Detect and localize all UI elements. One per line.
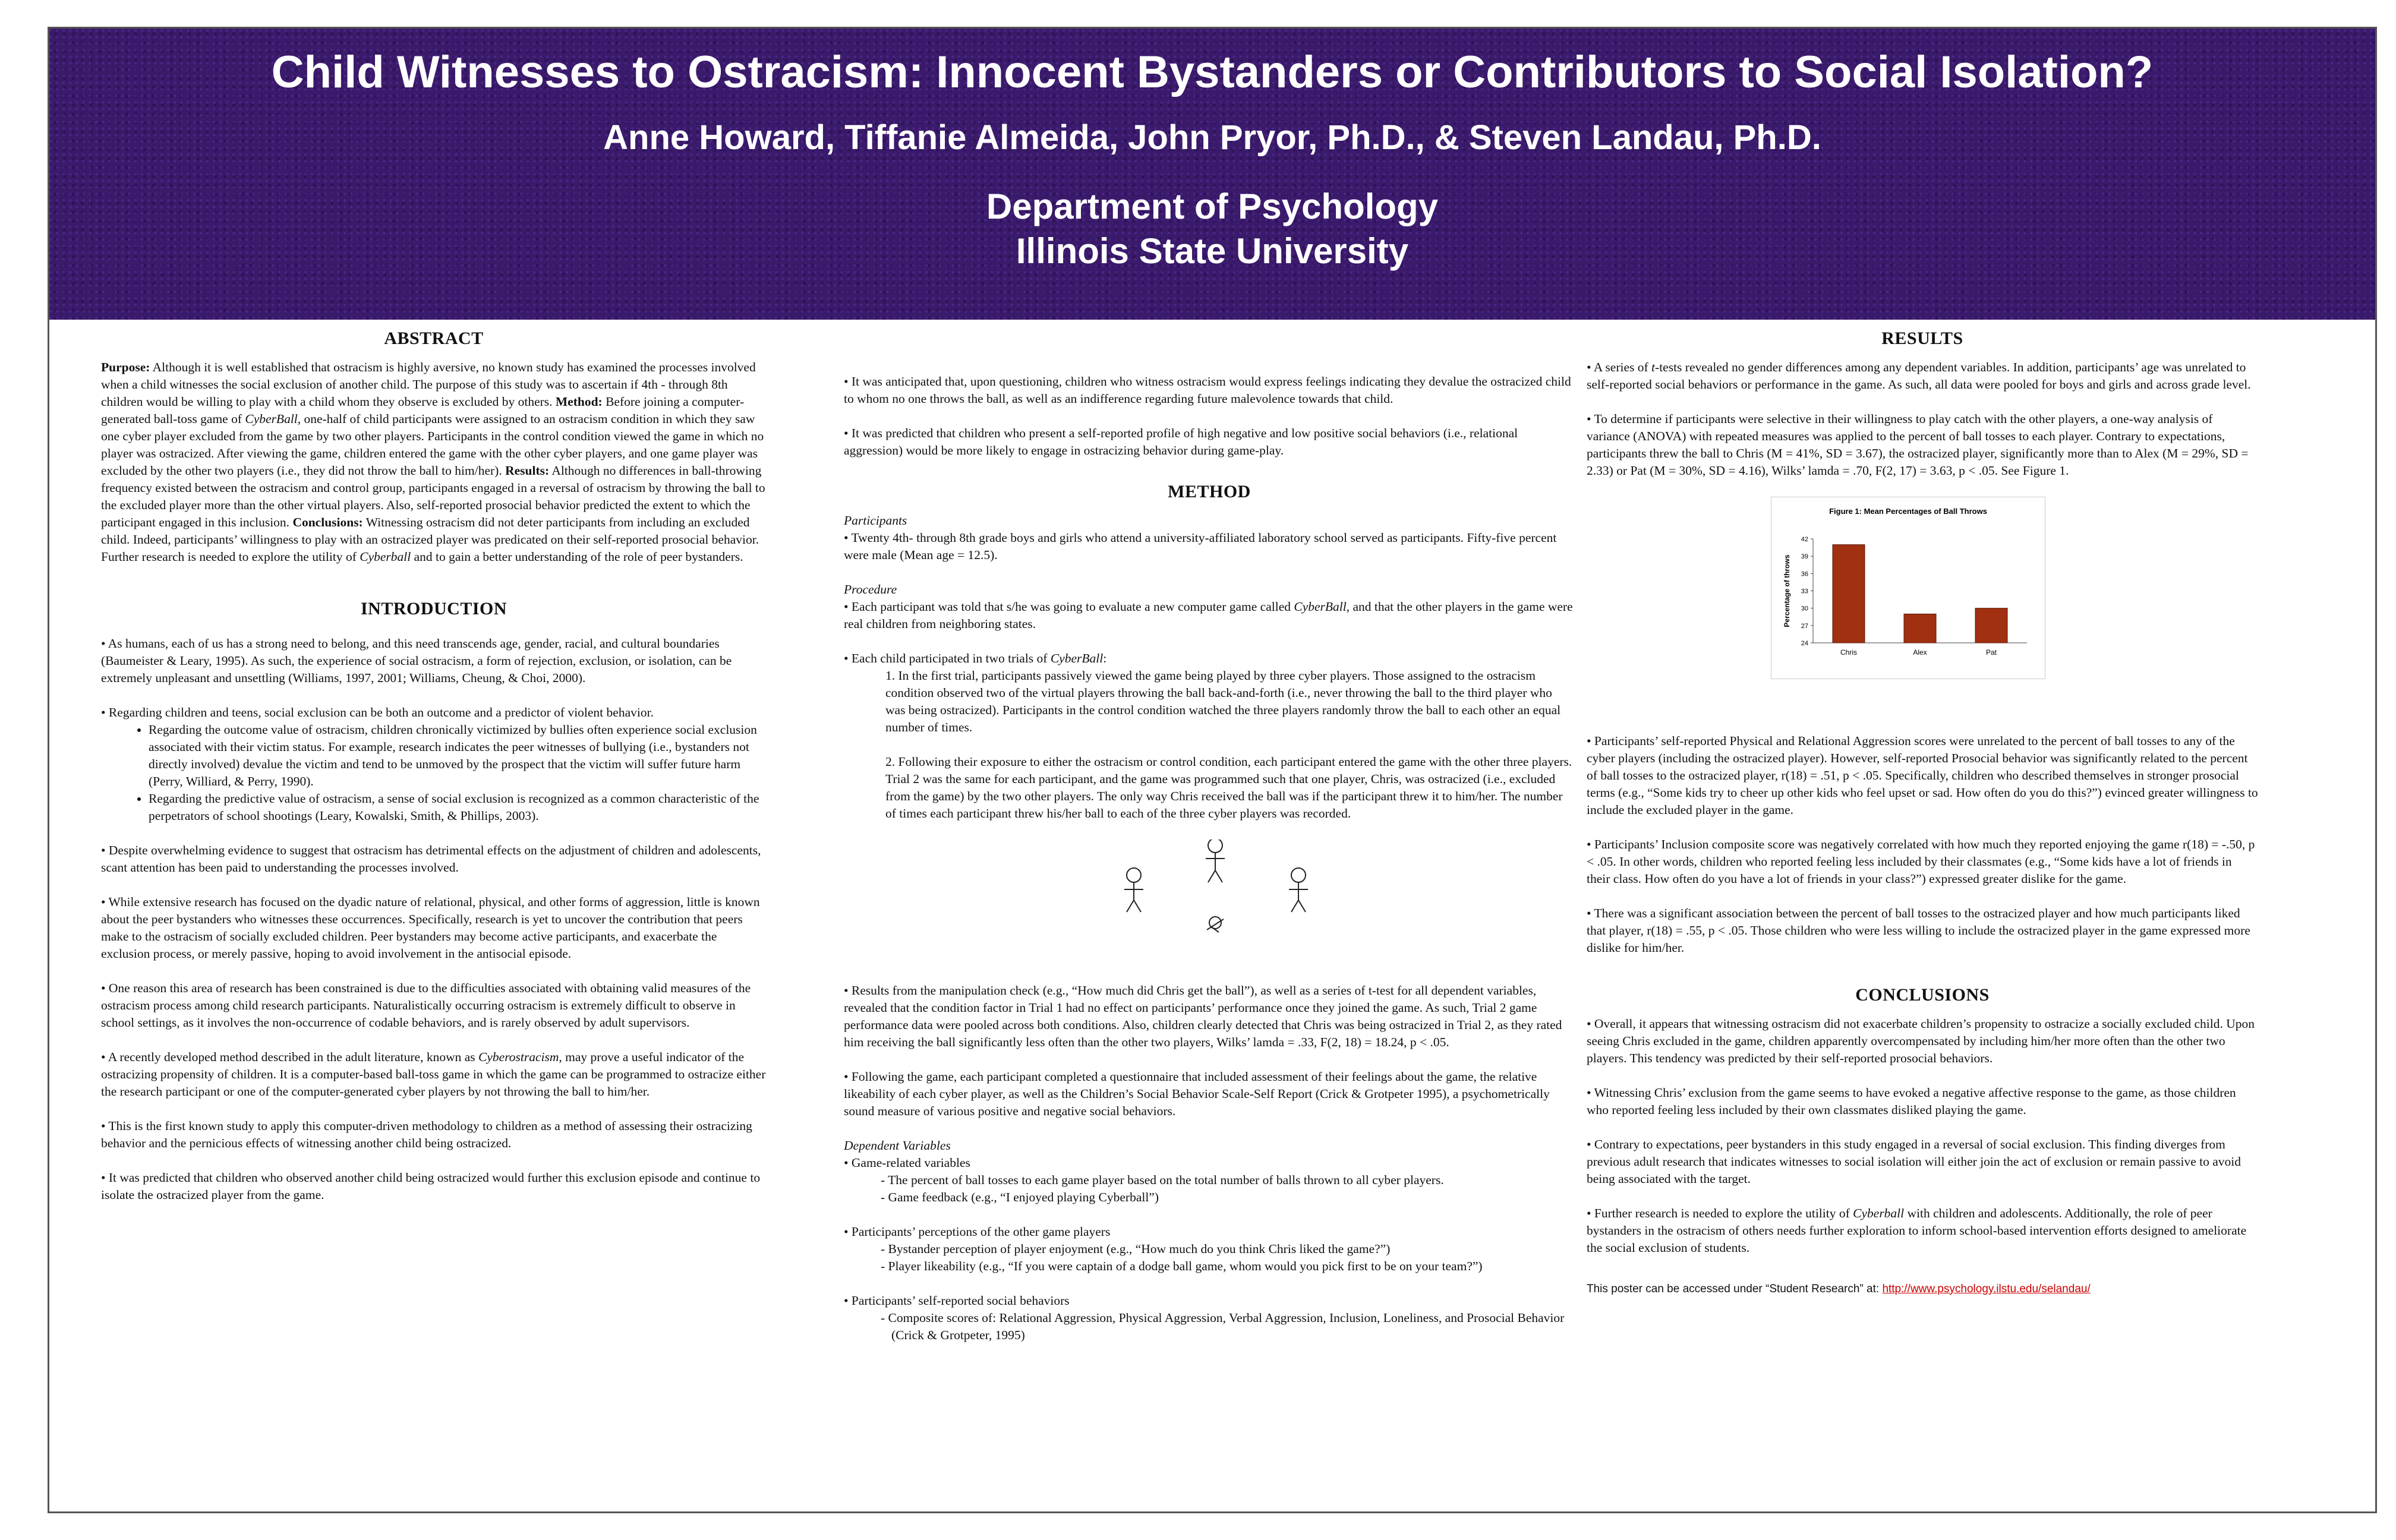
proc1-a: • Each participant was told that s/he was going to evaluate a new computer game called [844,599,1294,614]
stick-figures-drawing [844,840,1575,958]
purpose-text: Although it is well established that ostracism is highly aversive, no known study has examined the processes involved when a child witnesses the social exclusion of another child. The purpose of this study was to ascertain if 4th - through 8th children would be willing to play with a child whom they observe is excluded by others. [101,360,756,409]
footer-note [1587,1280,2258,1298]
method-text-b: , one-half of child participants were assigned to an ostracism condition in which they saw one cyber player excluded from the game by two other players. Participants in the control condition viewed the game in which no player was ostracized. After viewing the game, children entered the game with the other cyber players, and one game player was excluded by the other two players (i.e., they did not throw the ball to him/her). [101,412,764,478]
y-tick-label: 33 [1801,588,1808,595]
dv-label: Dependent Variables [844,1138,951,1153]
purpose-label: Purpose: [101,360,150,374]
dv-subitem: - Game feedback (e.g., “I enjoyed playing Cyberball”) [881,1190,1159,1204]
method-label: Method: [555,395,603,409]
bar-alex [1904,614,1936,643]
results-paragraph: • Participants’ Inclusion composite score was negatively correlated with how much they reported enjoying the game r(18) = -.50, p < .05. In other words, children who reported feeling less included by their classmates (e.g., “Some kids have a lot of friends in their class. How often do you have a lot of friends in your class?”) expressed greater dislike for the game. [1587,837,2255,886]
dv-subitem: - Player likeability (e.g., “If you were captain of a dodge ball game, whom would you pick first to be on your team?”) [881,1259,1483,1273]
method-text-a: Before joining a computer-generated ball-toss game of [101,395,745,426]
conclusions-heading: CONCLUSIONS [1855,985,1990,1005]
bar-chris [1833,545,1865,643]
cyberball-term-4: CyberBall [1050,651,1104,665]
chart-title: Figure 1: Mean Percentages of Ball Throws [1829,507,1987,516]
figure-icon [1289,868,1308,912]
footer-text: This poster can be accessed under “Student Research” at: [1587,1283,1883,1295]
column-left [101,330,767,1221]
proc2-a: • Each child participated in two trials of [844,651,1051,665]
intro-paragraph: • It was predicted that children who observed another child being ostracized would further this exclusion episode and continue to isolate the ostracized player from the game. [101,1170,761,1202]
intro-p6-b: , may prove a useful indicator of the ostracizing propensity of children. It is a computer-based ball-toss game in which the game can be programmed to ostracize either the research participant or one of the computer-generated cyber players by not throwing the ball to him/her. [101,1050,766,1099]
title-banner [49,29,2375,320]
dv-subitem: - Bystander perception of player enjoyment (e.g., “How much do you think Chris liked the game?”) [881,1242,1391,1256]
cyberball-term: CyberBall [245,412,298,426]
results-paragraph: • To determine if participants were selective in their willingness to play catch with the other players, a one-way analysis of variance (ANOVA) with repeated measures was applied to the percent of ball tosses to each player. Contrary to expectations, participants threw the ball to Chris (M = 41%, SD = 3.67), the ostracized player, significantly more than to Alex (M = 29%, SD = 2.33) or Pat (M = 30%, SD = 4.16), Wilks’ lamda = .70, F(2, 17) = 3.63, p < .05. See Figure 1. [1587,412,2249,478]
x-tick-label: Chris [1840,648,1858,657]
department: Department of Psychology [986,187,1439,226]
cyberball-term-2: Cyberball [360,550,411,564]
procedure-trials-intro [844,650,1575,667]
conclusions-p4-a: • Further research is needed to explore the utility of [1587,1206,1853,1220]
method-heading: METHOD [1168,482,1251,501]
dv-item: • Game-related variables [844,1156,970,1170]
results-heading: RESULTS [1881,329,1963,348]
intro-list [101,721,767,825]
trial-2: 2. Following their exposure to either the ostracism or control condition, each participant entered the game with the other three players. Trial 2 was the same for each participant, and the game was programmed such that one player, Chris, was ostracized (i.e., excluded from the game) by the two other players. The only way Chris received the ball was if the participant threw it to him/her. The number of times each participant threw his/her ball to each of the three cyber players was recorded. [885,755,1572,821]
conclusions-text-a: Witnessing ostracism did not deter participants from including an excluded child. Indeed, participants’ willingness to play with an ostracized player was predicated on their self-reported prosocial behavior. Further research is needed to explore the utility of [101,515,759,564]
intro-paragraph [101,1049,767,1100]
intro-paragraph: • Regarding children and teens, social exclusion can be both an outcome and a predictor of violent behavior. [101,705,654,719]
procedure-text [844,598,1575,633]
results-paragraph [1587,359,2258,393]
stick-figures [844,840,1575,958]
abstract-text [101,359,767,566]
poster-title: Child Witnesses to Ostracism: Innocent Bystanders or Contributors to Social Isolation? [271,47,2154,97]
conclusions-paragraph: • Contrary to expectations, peer bystanders in this study engaged in a reversal of social exclusion. This finding diverges from previous adult research that indicates witnesses to social isolation will either join the act of exclusion or remain passive to avoid being associated with the target. [1587,1137,2241,1186]
dv-subitem: - Composite scores of: Relational Aggression, Physical Aggression, Verbal Aggression, Inclusion, Loneliness, and Prosocial Behavior (Crick & Grotpeter, 1995) [881,1311,1565,1342]
participants-text: • Twenty 4th- through 8th grade boys and girls who attend a university-affiliated laboratory school served as participants. Fifty-five percent were male (Mean age = 12.5). [844,531,1557,562]
intro-paragraph: • Despite overwhelming evidence to suggest that ostracism has detrimental effects on the adjustment of children and adolescents, scant attention has been paid to understanding the processes involved. [101,843,761,875]
y-axis-label: Percentage of throws [1783,554,1791,627]
bar-pat [1975,608,2007,643]
conclusions-text-b: and to gain a better understanding of the role of peer bystanders. [411,550,743,564]
intro-list-item: • Regarding the outcome value of ostracism, children chronically victimized by bullies often experience social exclusion associated with their victim status. For example, research indicates the peer witnesses of bullying (i.e., bystanders not directly involved) devalue the victim and tend to be unmoved by the prospect that the victim will suffer future harm (Perry, Williard, & Perry, 1990). [149,721,767,790]
conclusions-paragraph [1587,1205,2258,1257]
trial-1: 1. In the first trial, participants passively viewed the game being played by three cyber players. Those assigned to the ostracism condition observed two of the virtual players throwing the ball back-and-forth (i.e., never throwing the ball to the third player who was being ostracized). Participants in the control condition watched the three players randomly throw the ball to each other an equal number of times. [885,668,1561,734]
hypothesis-paragraph: • It was predicted that children who present a self-reported profile of high negative and low positive social behaviors (i.e., relational aggression) would be more likely to engage in ostracizing behavior during game-play. [844,426,1518,457]
introduction-heading: INTRODUCTION [360,599,507,618]
participants-label: Participants [844,513,907,528]
y-tick-label: 24 [1801,640,1808,647]
poster-link[interactable]: http://www.psychology.ilstu.edu/selandau/ [1882,1283,2091,1295]
manipulation-check: • Results from the manipulation check (e.g., “How much did Chris get the ball”), as well as a series of t-test for all dependent variables, revealed that the condition factor in Trial 1 had no effect on participants’ performance once they joined the game. As such, Trial 2 game performance data were pooled across both conditions. Also, children clearly detected that Chris was being ostracized in Trial 2, as they rated him receiving the ball significantly less often than the other two players, Wilks’ lamda = .33, F(2, 18) = 18.24, p < .05. [844,983,1562,1049]
conclusions-paragraph: • Overall, it appears that witnessing ostracism did not exacerbate children’s propensity to ostracize a socially excluded child. Upon seeing Chris excluded in the game, children apparently overcompensated by including him/her more often than the other two players. This tendency was predicted by their self-reported prosocial behaviors. [1587,1017,2255,1065]
column-right [1587,330,2258,1298]
intro-paragraph: • This is the first known study to apply this computer-driven methodology to children as a method of assessing their ostracizing behavior and the pernicious effects of witnessing another child being ostracized. [101,1119,752,1150]
x-tick-label: Pat [1985,648,1997,657]
conclusions-label: Conclusions: [292,515,363,529]
abstract-heading: ABSTRACT [384,329,484,348]
intro-p6-a: • A recently developed method described in the adult literature, known as [101,1050,479,1064]
intro-paragraph: • While extensive research has focused on the dyadic nature of relational, physical, and other forms of aggression, little is known about the peer bystanders who witnesses these occurrences. Specifically, research is yet to uncover the contribution that peers make to the ostracism of socially excluded children. Peer bystanders may become active participants, and exacerbate the exclusion process, or merely passive, hoping to avoid involvement in the antisocial episode. [101,895,760,961]
y-tick-label: 30 [1801,605,1808,613]
cyberball-term-3: CyberBall [1294,599,1347,614]
results-p1-b: -tests revealed no gender differences among any dependent variables. In addition, participants’ age was unrelated to self-reported social behaviors or performance in the game. As such, all data were pooled for boys and girls and across grade level. [1587,360,2251,392]
dv-subitem: - The percent of ball tosses to each game player based on the total number of balls thrown to all cyber players. [881,1173,1444,1187]
results-paragraph: • Participants’ self-reported Physical and Relational Aggression scores were unrelated to the percent of ball tosses to any of the cyber players (including the ostracized player). However, self-reported Prosocial behavior was significantly related to the percent of ball tosses to the ostracized player, r(18) = .51, p < .05. Specifically, children who described themselves in stronger prosocial terms (e.g., “Some kids try to cheer up other kids who feel upset or sad. How often do you do this?”) evinced greater willingness to include the excluded player in the game. [1587,734,2258,817]
figure-icon [1207,917,1224,932]
proc1-b: , and that the other players in the game were real children from neighboring states. [844,599,1573,631]
procedure-label: Procedure [844,582,897,597]
conclusions-paragraph: • Witnessing Chris’ exclusion from the game seems to have evoked a negative affective response to the game, as those children who reported feeling less included by their own classmates disliked playing the game. [1587,1085,2236,1117]
t-term: t [1651,360,1656,374]
y-tick-label: 36 [1801,570,1808,578]
column-middle [844,373,1575,1344]
intro-list-item: • Regarding the predictive value of ostracism, a sense of social exclusion is recognized as a common characteristic of the perpetrators of school shootings (Leary, Kowalski, Smith, & Phillips, 2003). [149,790,767,825]
figure-icon [1124,868,1143,912]
cyberball-term-5: Cyberball [1853,1206,1905,1220]
figure-icon [1206,840,1225,882]
figure-1 [1771,497,2045,679]
dv-item: • Participants’ self-reported social behaviors [844,1293,1070,1308]
authors: Anne Howard, Tiffanie Almeida, John Pryor, Ph.D., & Steven Landau, Ph.D. [603,118,1821,157]
intro-paragraph: • As humans, each of us has a strong need to belong, and this need transcends age, gender, racial, and cultural boundaries (Baumeister & Leary, 1995). As such, the experience of social ostracism, a form of rejection, exclusion, or isolation, can be extremely unpleasant and unsettling (Williams, 1997, 2001; Williams, Cheung, & Choi, 2000). [101,636,732,685]
proc2-b: : [1103,651,1107,665]
bar-chart [1771,497,2045,679]
university: Illinois State University [1016,231,1409,271]
questionnaire-text: • Following the game, each participant completed a questionnaire that included assessment of their feelings about the game, the relative likeability of each cyber player, as well as the Children’s Social Behavior Scale-Self Report (Crick & Grotpeter 1995), a psychometrically sound measure of various positive and negative social behaviors. [844,1069,1550,1118]
results-text: Although no differences in ball-throwing frequency existed between the ostracism and control group, participants engaged in a reversal of ostracism by throwing the ball to the excluded player more than the other virtual players. Also, self-reported prosocial behavior predicted the extent to which the participant engaged in this inclusion. [101,463,765,529]
x-tick-label: Alex [1913,648,1927,657]
intro-paragraph: • One reason this area of research has been constrained is due to the difficulties associated with obtaining valid measures of the ostracism process among child research participants. Naturalistically occurring ostracism is extremely difficult to observe in school settings, as it involves the non-occurrence of codable behaviors, and is rarely observed by adult supervisors. [101,981,751,1030]
results-label: Results: [505,463,550,478]
conclusions-p4-b: with children and adolescents. Additionally, the role of peer bystanders in the ostracism of others needs further exploration to inform school-based intervention efforts designed to ameliorate the social exclusion of students. [1587,1206,2247,1255]
figure-icon [1124,840,1308,932]
results-paragraph: • There was a significant association between the percent of ball tosses to the ostracized player and how much participants liked that player, r(18) = .55, p < .05. Those children who were less willing to include the ostracized player in the game expressed more dislike for him/her. [1587,906,2250,955]
hypothesis-paragraph: • It was anticipated that, upon questioning, children who witness ostracism would express feelings indicating they devalue the ostracized child to whom no one throws the ball, as well as an indifference regarding future malevolence towards that child. [844,374,1571,406]
dv-item: • Participants’ perceptions of the other game players [844,1225,1111,1239]
y-tick-label: 27 [1801,622,1808,630]
cyberostracism-term: Cyberostracism [478,1050,559,1064]
y-tick-label: 39 [1801,553,1808,561]
results-p1-a: • A series of [1587,360,1652,374]
y-tick-label: 42 [1801,536,1808,543]
